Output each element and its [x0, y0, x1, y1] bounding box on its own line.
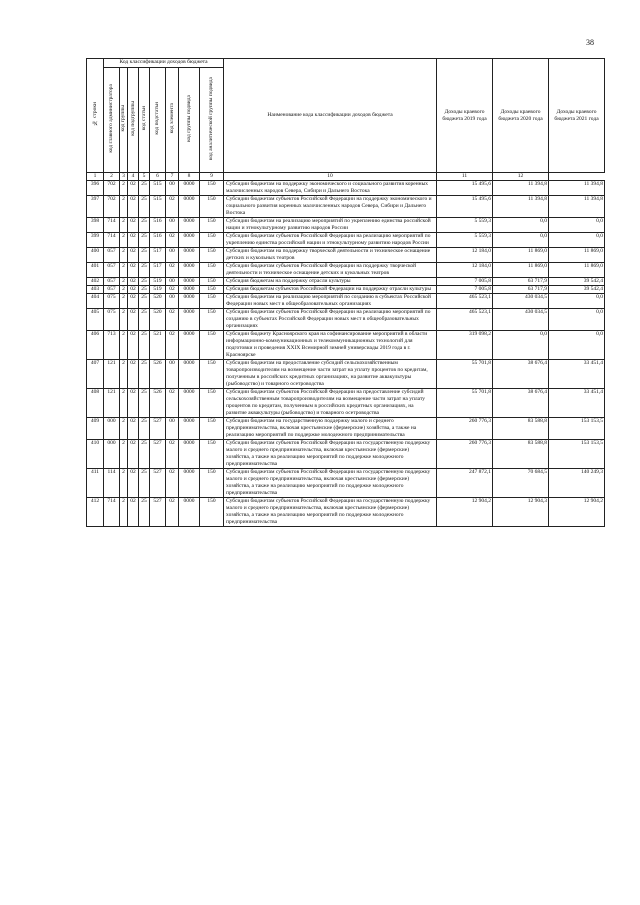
code-article: 25: [139, 469, 150, 498]
income-code-name: Субсидии бюджетам на реализацию мероприятий по укреплению единства российской нации и этнокультурному развитию народов России: [224, 218, 437, 233]
code-admin: 714: [104, 498, 120, 527]
code-article: 25: [139, 498, 150, 527]
income-code-name: Субсидии бюджетам на реализацию мероприятий по созданию в субъектах Российской Федерации новых мест в общеобразовательных организациях: [224, 294, 437, 309]
code-subgroup: 02: [128, 418, 139, 440]
code-subarticle: 527: [150, 440, 166, 469]
header-income-2021: Доходы краевого бюджета 2021 года: [549, 59, 605, 173]
income-code-name: Субсидии бюджетам на поддержку творческой деятельности и техническое оснащение детских и кукольных театров: [224, 248, 437, 263]
income-2019: 12 904,2: [437, 498, 493, 527]
income-2021: 39 542,4: [549, 278, 605, 286]
code-subarticle: 527: [150, 469, 166, 498]
table-row: [87, 286, 605, 294]
code-element: 02: [166, 263, 179, 278]
code-subtype-group: 0000: [179, 196, 200, 218]
code-group: 2: [120, 278, 128, 286]
code-subarticle: 517: [150, 248, 166, 263]
code-article: 25: [139, 218, 150, 233]
code-analytic-group: 150: [200, 418, 224, 440]
code-subgroup: 02: [128, 233, 139, 248]
row-number: 409: [87, 418, 104, 440]
code-article: 25: [139, 360, 150, 389]
income-2021: 39 542,4: [549, 286, 605, 294]
code-subtype-group: 0000: [179, 218, 200, 233]
code-analytic-group: 150: [200, 218, 224, 233]
row-number: 405: [87, 309, 104, 331]
income-2020: 430 034,5: [493, 294, 549, 309]
code-subgroup: 02: [128, 294, 139, 309]
row-number: 403: [87, 286, 104, 294]
income-2019: 260 776,3: [437, 418, 493, 440]
code-article: 25: [139, 278, 150, 286]
table-row: [87, 196, 605, 218]
income-2021: 11 394,8: [549, 196, 605, 218]
income-2020: 0,0: [493, 233, 549, 248]
header-code-analytic-group: код аналитической группы подвида: [200, 68, 224, 173]
income-2020: 0,0: [493, 218, 549, 233]
code-article: 25: [139, 233, 150, 248]
code-group: 2: [120, 389, 128, 418]
row-number: 406: [87, 331, 104, 360]
code-subarticle: 516: [150, 233, 166, 248]
income-2021: 0,0: [549, 218, 605, 233]
income-2019: 465 523,1: [437, 309, 493, 331]
income-code-name: Субсидии бюджетам субъектов Российской Федерации на предоставление субсидий сельскохозяйственным товаропроизводителям на возмещение части затрат на уплату процентов по кредитам, полученным в российских кредитных организациях, на развитие аквакультуры (рыбоводство) и товарного осетроводства: [224, 389, 437, 418]
table-row: [87, 469, 605, 498]
code-subgroup: 02: [128, 278, 139, 286]
code-group: 2: [120, 248, 128, 263]
income-code-name: Субсидия бюджетам субъектов Российской Федерации на поддержку отрасли культуры: [224, 286, 437, 294]
row-number: 408: [87, 389, 104, 418]
code-article: 25: [139, 248, 150, 263]
income-2019: 465 523,1: [437, 294, 493, 309]
income-2020: 11 869,0: [493, 248, 549, 263]
code-subarticle: 526: [150, 389, 166, 418]
row-number: 402: [87, 278, 104, 286]
income-code-name: Субсидии бюджетам субъектов Российской Федерации на поддержку творческой деятельности и техническое оснащение детских и кукольных театров: [224, 263, 437, 278]
income-2020: 83 588,8: [493, 418, 549, 440]
code-subtype-group: 0000: [179, 181, 200, 196]
code-element: 02: [166, 233, 179, 248]
header-code-subtype-group: код группы подвида: [179, 68, 200, 173]
code-element: 00: [166, 360, 179, 389]
code-admin: 713: [104, 331, 120, 360]
row-number: 397: [87, 196, 104, 218]
code-subarticle: 527: [150, 498, 166, 527]
income-2020: 70 684,5: [493, 469, 549, 498]
code-group: 2: [120, 286, 128, 294]
code-subgroup: 02: [128, 389, 139, 418]
income-2019: 55 701,8: [437, 389, 493, 418]
header-name: Наименование кода классификации доходов бюджета: [224, 59, 437, 173]
code-group: 2: [120, 440, 128, 469]
code-admin: 714: [104, 233, 120, 248]
income-2020: 83 588,8: [493, 440, 549, 469]
code-article: 25: [139, 331, 150, 360]
income-2019: 7 005,8: [437, 286, 493, 294]
code-analytic-group: 150: [200, 389, 224, 418]
code-subtype-group: 0000: [179, 278, 200, 286]
income-code-name: Субсидия бюджетам на поддержку отрасли культуры: [224, 278, 437, 286]
code-element: 02: [166, 440, 179, 469]
code-subarticle: 527: [150, 418, 166, 440]
code-subarticle: 526: [150, 360, 166, 389]
code-analytic-group: 150: [200, 248, 224, 263]
code-subtype-group: 0000: [179, 389, 200, 418]
code-subarticle: 515: [150, 181, 166, 196]
code-admin: 702: [104, 181, 120, 196]
code-analytic-group: 150: [200, 263, 224, 278]
code-group: 2: [120, 233, 128, 248]
row-number: 398: [87, 218, 104, 233]
code-element: 00: [166, 278, 179, 286]
header-income-2020: Доходы краевого бюджета 2020 года: [493, 59, 549, 173]
income-2021: 140 249,3: [549, 469, 605, 498]
header-code-group-col: код группы: [120, 68, 128, 173]
income-2020: 430 034,5: [493, 309, 549, 331]
row-number: 410: [87, 440, 104, 469]
table-row: [87, 331, 605, 360]
header-code-element: код элемента: [166, 68, 179, 173]
code-admin: 114: [104, 469, 120, 498]
income-2019: 5 559,3: [437, 218, 493, 233]
income-2021: 11 394,8: [549, 181, 605, 196]
code-analytic-group: 150: [200, 469, 224, 498]
code-subgroup: 02: [128, 440, 139, 469]
code-element: 00: [166, 294, 179, 309]
code-subgroup: 02: [128, 331, 139, 360]
code-element: 02: [166, 286, 179, 294]
code-element: 02: [166, 196, 179, 218]
income-2019: 12 184,0: [437, 263, 493, 278]
table-row: [87, 360, 605, 389]
code-group: 2: [120, 498, 128, 527]
table-row: [87, 233, 605, 248]
income-2021: 33 451,4: [549, 360, 605, 389]
code-group: 2: [120, 469, 128, 498]
code-subtype-group: 0000: [179, 263, 200, 278]
income-2019: 247 872,1: [437, 469, 493, 498]
code-analytic-group: 150: [200, 294, 224, 309]
code-element: 02: [166, 389, 179, 418]
code-subtype-group: 0000: [179, 498, 200, 527]
header-row-no: № строки: [87, 59, 104, 173]
income-code-name: Субсидии бюджетам субъектов Российской Федерации на поддержку экономического и социального развития коренных малочисленных народов Севера, Сибири и Дальнего Востока: [224, 196, 437, 218]
table-row: [87, 263, 605, 278]
code-subtype-group: 0000: [179, 286, 200, 294]
code-admin: 075: [104, 294, 120, 309]
income-2019: 5 559,3: [437, 233, 493, 248]
income-2021: 0,0: [549, 233, 605, 248]
code-subtype-group: 0000: [179, 418, 200, 440]
code-group: 2: [120, 360, 128, 389]
code-group: 2: [120, 309, 128, 331]
income-2021: 33 451,4: [549, 389, 605, 418]
code-article: 25: [139, 196, 150, 218]
page-number: 38: [586, 38, 594, 47]
code-subgroup: 02: [128, 263, 139, 278]
code-admin: 000: [104, 440, 120, 469]
code-admin: 702: [104, 196, 120, 218]
code-element: 02: [166, 309, 179, 331]
income-2019: 12 184,0: [437, 248, 493, 263]
income-2019: 15 495,6: [437, 181, 493, 196]
code-element: 02: [166, 469, 179, 498]
income-2020: 12 904,3: [493, 498, 549, 527]
code-subarticle: 519: [150, 278, 166, 286]
code-article: 25: [139, 294, 150, 309]
code-article: 25: [139, 389, 150, 418]
income-2021: 12 904,2: [549, 498, 605, 527]
code-admin: 057: [104, 278, 120, 286]
table-row: [87, 181, 605, 196]
income-code-name: Субсидии бюджетам субъектов Российской Федерации на реализацию мероприятий по созданию в субъектах Российской Федерации новых мест в общеобразовательных организациях: [224, 309, 437, 331]
table-row: [87, 389, 605, 418]
income-2020: 63 717,9: [493, 286, 549, 294]
table-row: [87, 218, 605, 233]
header-code-admin: код главного администратора: [104, 68, 120, 173]
row-number: 400: [87, 248, 104, 263]
code-analytic-group: 150: [200, 440, 224, 469]
table-row: [87, 278, 605, 286]
code-subarticle: 520: [150, 309, 166, 331]
income-code-name: Субсидии бюджетам на поддержку экономического и социального развития коренных малочисленных народов Севера, Сибири и Дальнего Востока: [224, 181, 437, 196]
code-subtype-group: 0000: [179, 360, 200, 389]
code-admin: 121: [104, 360, 120, 389]
code-article: 25: [139, 286, 150, 294]
code-analytic-group: 150: [200, 181, 224, 196]
header-code-article: код статьи: [139, 68, 150, 173]
code-article: 25: [139, 418, 150, 440]
code-subtype-group: 0000: [179, 331, 200, 360]
code-group: 2: [120, 181, 128, 196]
code-group: 2: [120, 196, 128, 218]
code-subtype-group: 0000: [179, 440, 200, 469]
code-subarticle: 517: [150, 263, 166, 278]
code-analytic-group: 150: [200, 309, 224, 331]
code-article: 25: [139, 440, 150, 469]
code-article: 25: [139, 263, 150, 278]
code-admin: 121: [104, 389, 120, 418]
income-2020: 11 394,8: [493, 196, 549, 218]
code-subarticle: 520: [150, 294, 166, 309]
code-subtype-group: 0000: [179, 294, 200, 309]
code-subarticle: 516: [150, 218, 166, 233]
income-2020: 38 676,4: [493, 360, 549, 389]
code-subgroup: 02: [128, 181, 139, 196]
row-number: 407: [87, 360, 104, 389]
row-number: 401: [87, 263, 104, 278]
code-element: 00: [166, 218, 179, 233]
code-subgroup: 02: [128, 309, 139, 331]
income-2019: 260 776,3: [437, 440, 493, 469]
row-number: 399: [87, 233, 104, 248]
table-row: [87, 418, 605, 440]
income-code-name: Субсидии бюджетам субъектов Российской Федерации на государственную поддержку малого и среднего предпринимательства, включая крестьянские (фермерские) хозяйства, а также на реализацию мероприятий по поддержке молодежного предпринимательства: [224, 440, 437, 469]
code-subtype-group: 0000: [179, 233, 200, 248]
income-2021: 0,0: [549, 294, 605, 309]
income-2019: 7 005,8: [437, 278, 493, 286]
code-element: 00: [166, 418, 179, 440]
income-2021: 11 869,0: [549, 263, 605, 278]
code-group: 2: [120, 331, 128, 360]
code-subtype-group: 0000: [179, 469, 200, 498]
code-analytic-group: 150: [200, 233, 224, 248]
code-admin: 057: [104, 263, 120, 278]
header-code-subarticle: код подстатьи: [150, 68, 166, 173]
code-admin: 075: [104, 309, 120, 331]
income-2019: 55 701,8: [437, 360, 493, 389]
code-analytic-group: 150: [200, 498, 224, 527]
table-row: [87, 498, 605, 527]
row-number: 396: [87, 181, 104, 196]
code-subtype-group: 0000: [179, 309, 200, 331]
code-analytic-group: 150: [200, 278, 224, 286]
code-subgroup: 02: [128, 218, 139, 233]
income-2021: 0,0: [549, 309, 605, 331]
code-group: 2: [120, 218, 128, 233]
income-2021: 0,0: [549, 331, 605, 360]
code-analytic-group: 150: [200, 360, 224, 389]
code-admin: 000: [104, 418, 120, 440]
income-2021: 11 869,0: [549, 248, 605, 263]
code-group: 2: [120, 418, 128, 440]
code-article: 25: [139, 181, 150, 196]
code-subgroup: 02: [128, 360, 139, 389]
code-admin: 057: [104, 286, 120, 294]
row-number: 404: [87, 294, 104, 309]
table-row: [87, 440, 605, 469]
code-group: 2: [120, 294, 128, 309]
row-number: 412: [87, 498, 104, 527]
row-number: 411: [87, 469, 104, 498]
code-group: 2: [120, 263, 128, 278]
code-analytic-group: 150: [200, 196, 224, 218]
income-2021: 153 153,5: [549, 440, 605, 469]
income-2020: 63 717,9: [493, 278, 549, 286]
code-subgroup: 02: [128, 196, 139, 218]
code-element: 00: [166, 248, 179, 263]
income-code-name: Субсидии бюджету Красноярского края на софинансирование мероприятий в области информационно-коммуникационных и телекоммуникационных технологий для подготовки и проведения XXIX Всемирной зимней универсиады 2019 года в г. Красноярске: [224, 331, 437, 360]
income-2020: 11 394,8: [493, 181, 549, 196]
code-analytic-group: 150: [200, 331, 224, 360]
income-code-name: Субсидии бюджетам субъектов Российской Федерации на реализацию мероприятий по укреплению единства российской нации и этнокультурному развитию народов России: [224, 233, 437, 248]
code-subgroup: 02: [128, 286, 139, 294]
code-subarticle: 521: [150, 331, 166, 360]
income-code-name: Субсидии бюджетам субъектов Российской Федерации на государственную поддержку малого и среднего предпринимательства, включая крестьянские (фермерские) хозяйства, а также на реализацию мероприятий по поддержке молодежного предпринимательства: [224, 498, 437, 527]
header-code-group: Код классификации доходов бюджета: [104, 59, 224, 68]
header-code-subgroup: код подгруппы: [128, 68, 139, 173]
code-subgroup: 02: [128, 469, 139, 498]
code-element: 00: [166, 181, 179, 196]
column-number-row: 1 2 3 4 5 6 7 8 9 10 11 12: [87, 173, 605, 181]
table-row: [87, 309, 605, 331]
code-analytic-group: 150: [200, 286, 224, 294]
code-subarticle: 519: [150, 286, 166, 294]
code-subgroup: 02: [128, 498, 139, 527]
income-code-name: Субсидии бюджетам субъектов Российской Федерации на государственную поддержку малого и среднего предпринимательства, включая крестьянские (фермерские) хозяйства, а также на реализацию мероприятий по поддержке молодежного предпринимательства: [224, 469, 437, 498]
income-2020: 38 676,4: [493, 389, 549, 418]
code-element: 02: [166, 331, 179, 360]
income-2020: 0,0: [493, 331, 549, 360]
income-2019: 15 495,6: [437, 196, 493, 218]
table-row: [87, 294, 605, 309]
budget-income-table: [86, 58, 605, 527]
income-2021: 153 153,5: [549, 418, 605, 440]
table-row: [87, 248, 605, 263]
income-2020: 11 869,0: [493, 263, 549, 278]
code-subgroup: 02: [128, 248, 139, 263]
income-code-name: Субсидии бюджетам на государственную поддержку малого и среднего предпринимательства, включая крестьянские (фермерские) хозяйства, а также на реализацию мероприятий по поддержке молодежного предпринимательства: [224, 418, 437, 440]
code-element: 02: [166, 498, 179, 527]
header-income-2019: Доходы краевого бюджета 2019 года: [437, 59, 493, 173]
income-code-name: Субсидии бюджетам на предоставление субсидий сельскохозяйственным товаропроизводителям на возмещение части затрат на уплату процентов по кредитам, полученным в российских кредитных организациях, на развитие аквакультуры (рыбоводство) и товарного осетроводства: [224, 360, 437, 389]
code-admin: 057: [104, 248, 120, 263]
income-2019: 319 098,2: [437, 331, 493, 360]
code-subtype-group: 0000: [179, 248, 200, 263]
code-article: 25: [139, 309, 150, 331]
code-subarticle: 515: [150, 196, 166, 218]
code-admin: 714: [104, 218, 120, 233]
